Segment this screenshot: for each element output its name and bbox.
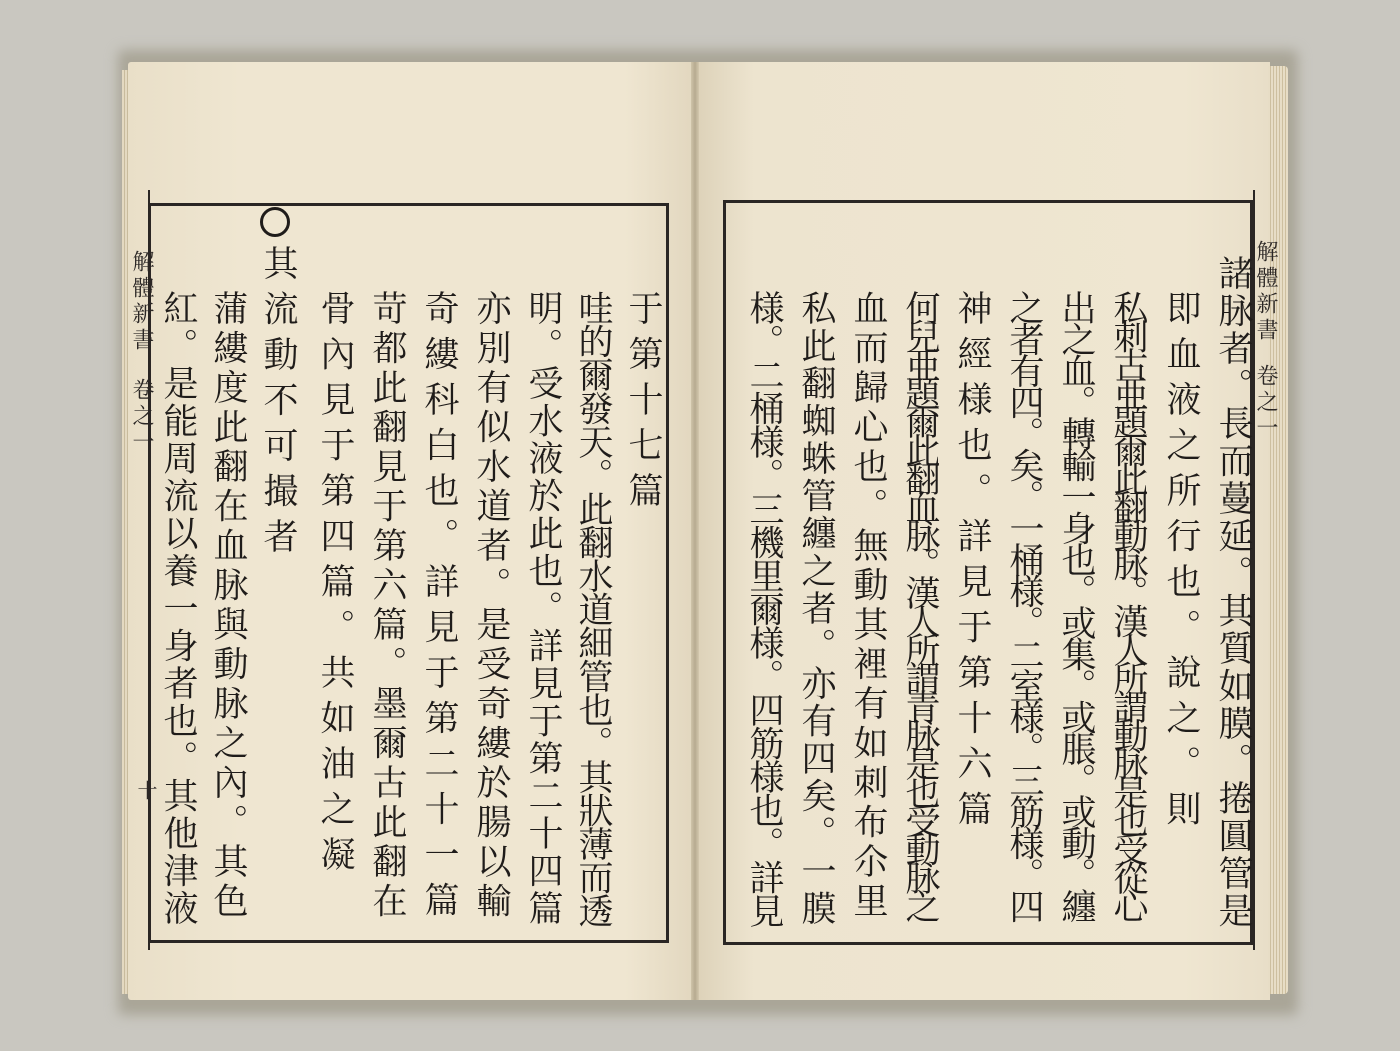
right-column-7: 何兒亜題爾此翻血脉。漢人所謂青脉是也受動脉之 (900, 290, 940, 917)
right-column-6: 神經様也。詳見于第十六篇 (952, 290, 992, 836)
book-gutter (691, 62, 699, 1000)
right-column-8: 血而歸心也。無動其裡有如刺布尒里 (848, 290, 888, 922)
right-column-4: 出之血。轉輸一身也。或集。或脹。或動。纏 (1056, 290, 1096, 920)
left-column-7: 骨內見于第四篇。共如油之凝 (315, 290, 355, 882)
left-column-4: 亦別有似水道者。是受奇縷於腸以輸 (471, 290, 511, 922)
left-column-1: 于第十七篇 (623, 290, 663, 518)
right-book-title: 解體新書 (1253, 240, 1278, 344)
right-column-10: 様。二桶様。三機里爾様。四筋様也。詳見 (744, 290, 784, 927)
right-column-9: 私此翻蜘蛛管纏之者。亦有四矣。一膜 (796, 290, 836, 928)
right-column-1: 諸脉者。長而蔓延。其質如膜。捲圓管是 (1213, 255, 1253, 930)
left-column-9: 蒲縷度此翻在血脉與動脉之內。其色 (208, 290, 248, 922)
right-column-2: 即血液之所行也。說之。則 (1161, 290, 1201, 836)
right-running-title (1254, 240, 1276, 442)
left-folio-number: 十 (134, 780, 158, 800)
right-column-3: 私刺古亜題爾此翻動脉。漢人所謂動脉是也受從心 (1108, 290, 1148, 917)
left-column-5: 奇縷科白也。詳見于第二十一篇 (419, 290, 459, 927)
paragraph-circle-mark (260, 207, 290, 237)
left-column-8: 其流動不可撮者 (258, 245, 298, 564)
left-column-6: 苛都此翻見于第六篇。墨爾古此翻在 (367, 290, 407, 922)
right-column-5: 之者有四。矣。一桶様。二室様。三筋様。四 (1004, 290, 1044, 920)
left-column-3: 明。受水液於此也。詳見于第二十四篇 (523, 290, 563, 928)
left-book-title: 解體新書 (129, 250, 154, 354)
left-column-10: 紅。是能周流以養一身者也。其他津液 (158, 290, 198, 928)
right-volume-label: 卷之一 (1253, 364, 1278, 442)
left-column-2: 哇的爾發天。此翻水道細管也。其狀薄而透 (573, 290, 613, 927)
left-volume-label: 卷之一 (129, 378, 154, 456)
